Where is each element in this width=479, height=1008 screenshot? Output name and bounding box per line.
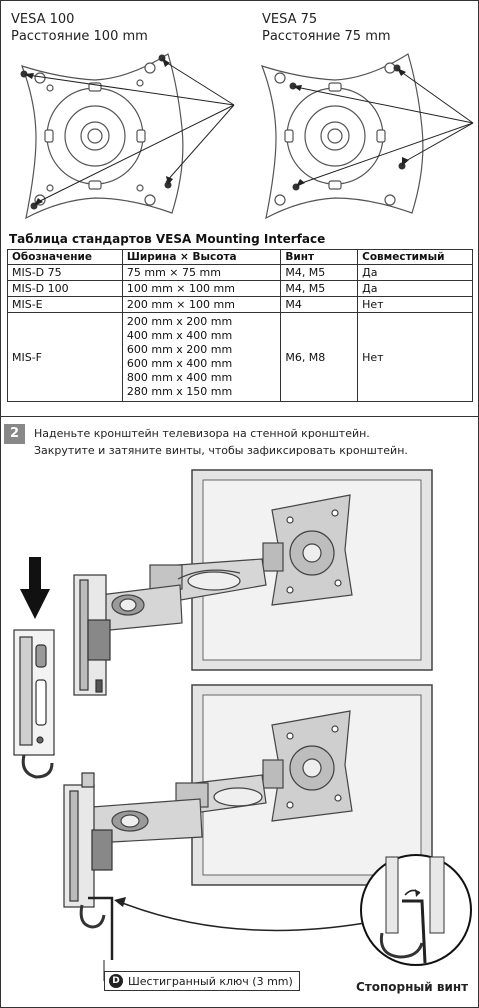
header-screw: Винт (281, 250, 358, 265)
cell-screw: M6, M8 (281, 313, 358, 402)
vesa-100-plate-illustration (0, 48, 240, 228)
table-row (8, 265, 473, 281)
size-item: 400 mm x 400 mm (126, 329, 233, 342)
step-line-2: Закрутите и затяните винты, чтобы зафиксировать кронштейн. (34, 444, 408, 457)
table-header-row (8, 250, 473, 265)
vesa-75-label (262, 11, 391, 45)
upper-wall-bracket (74, 575, 110, 695)
step-number-badge: 2 (4, 424, 25, 444)
cell-size: 100 mm × 100 mm (122, 281, 280, 297)
cell-compatible: Нет (358, 313, 473, 402)
cell-compatible: Нет (358, 297, 473, 313)
vesa-100-label (11, 11, 148, 45)
size-item: 600 mm x 200 mm (126, 343, 233, 356)
header-designation: Обозначение (8, 250, 123, 265)
hex-key-label (104, 971, 300, 991)
upper-tilt-plate (272, 495, 352, 605)
cell-size-list (122, 313, 280, 402)
cell-screw: M4, M5 (281, 281, 358, 297)
step-line-1: Наденьте кронштейн телевизора на стенной кронштейн. (34, 427, 370, 440)
size-item: 800 mm x 400 mm (126, 371, 233, 384)
lower-wall-bracket (64, 773, 112, 927)
detail-arrow (114, 897, 365, 930)
vesa-standards-table (7, 249, 473, 402)
table-row (8, 281, 473, 297)
cell-size: 75 mm × 75 mm (122, 265, 280, 281)
tv-bracket-lowered (14, 630, 54, 777)
cell-designation: MIS-E (8, 297, 123, 313)
vesa-100-distance: Расстояние 100 mm (11, 29, 148, 44)
cell-designation: MIS-F (8, 313, 123, 402)
size-item: 280 mm x 150 mm (126, 385, 233, 398)
tool-badge: D (109, 974, 123, 988)
mounting-illustration (0, 455, 479, 1005)
hex-key-text: Шестигранный ключ (3 mm) (128, 974, 293, 988)
vesa-table-title: Таблица стандартов VESA Mounting Interface (9, 232, 326, 246)
lock-screw-label: Стопорный винт (356, 980, 469, 994)
vesa-75-distance: Расстояние 75 mm (262, 29, 391, 44)
vesa-100-title: VESA 100 (11, 12, 75, 27)
vesa-75-plate-illustration (240, 48, 479, 228)
table-row (8, 297, 473, 313)
cell-size: 200 mm × 100 mm (122, 297, 280, 313)
cell-compatible: Да (358, 281, 473, 297)
cell-screw: M4, M5 (281, 265, 358, 281)
cell-designation: MIS-D 100 (8, 281, 123, 297)
size-item: 200 mm x 200 mm (126, 315, 233, 328)
size-item: 600 mm x 400 mm (126, 357, 233, 370)
cell-designation: MIS-D 75 (8, 265, 123, 281)
down-arrow-icon (20, 557, 50, 619)
lock-screw-detail (361, 855, 471, 965)
header-compatible: Совместимый (358, 250, 473, 265)
vesa-75-title: VESA 75 (262, 12, 318, 27)
table-row-mis-f (8, 313, 473, 402)
header-size: Ширина × Высота (122, 250, 280, 265)
step-instructions (34, 425, 408, 459)
cell-screw: M4 (281, 297, 358, 313)
cell-compatible: Да (358, 265, 473, 281)
lower-tilt-plate (272, 711, 352, 821)
